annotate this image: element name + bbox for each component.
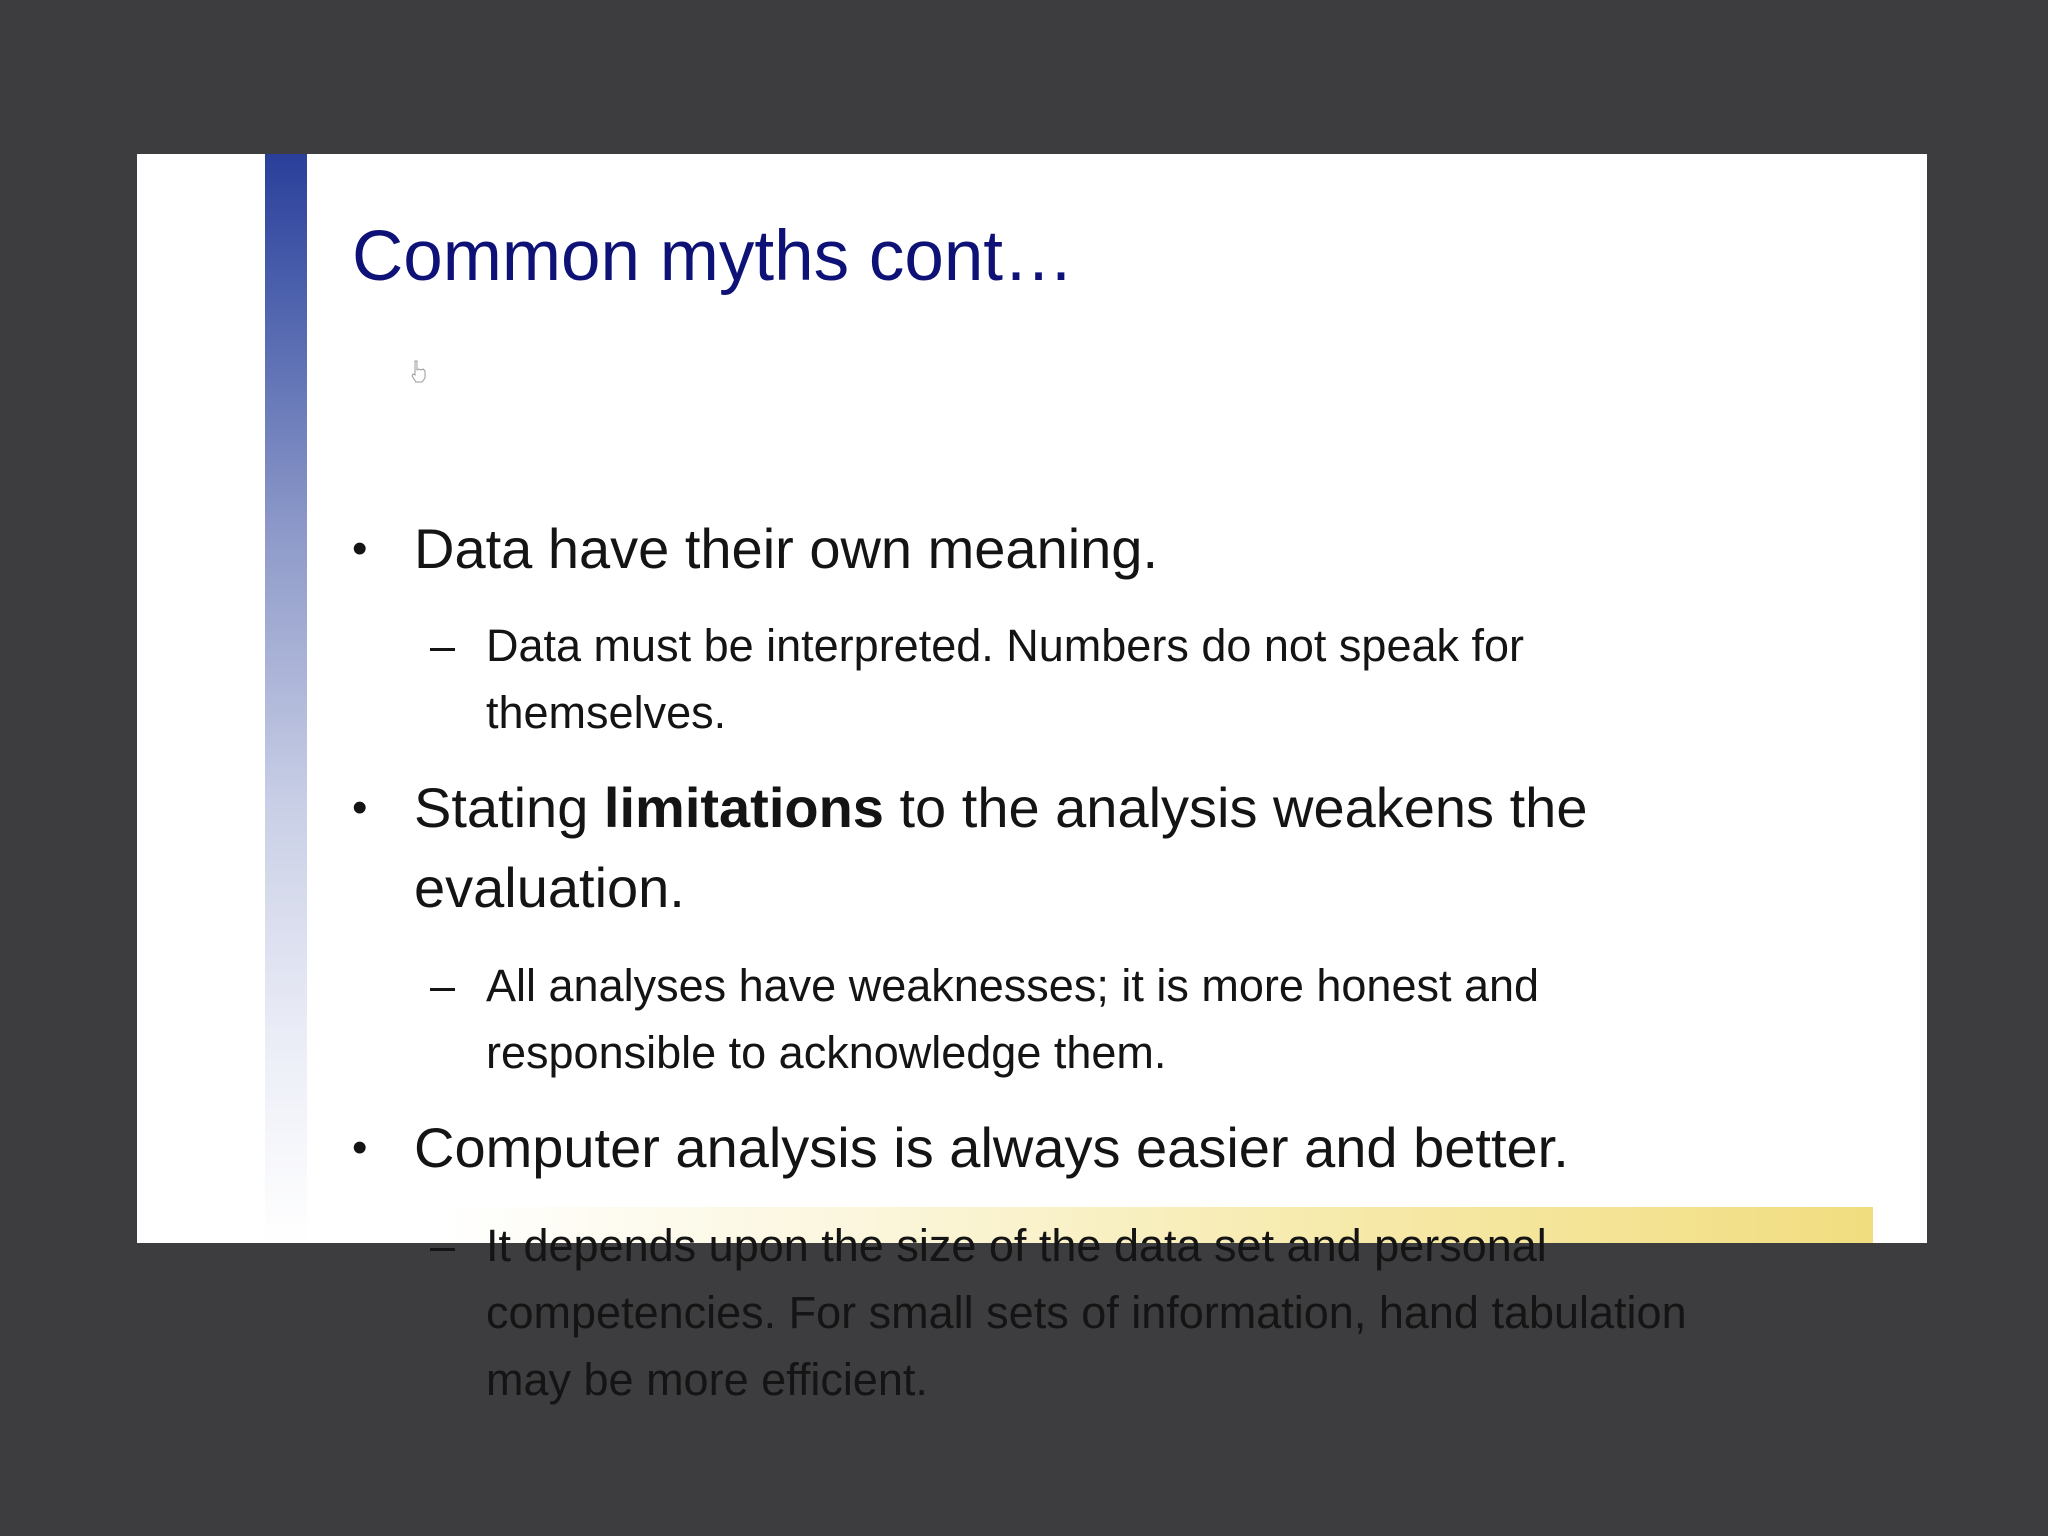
slide[interactable] — [137, 154, 1927, 1405]
bullet-dot-icon: • — [352, 783, 368, 832]
sub-bullet-dash-icon: – — [430, 960, 456, 1011]
sub-bullet-text: It depends upon the size of the data set and personal competencies. For small sets of information, hand tabulation may be more efficient. — [486, 1220, 1687, 1405]
slide-accent-bar — [265, 154, 307, 1243]
slide-title: Common myths cont… — [352, 217, 1075, 296]
bullet-dot-icon: • — [352, 1123, 368, 1172]
bullet-text: Stating limitations to the analysis weakens the evaluation. — [414, 776, 1588, 919]
hand-cursor-icon — [410, 359, 428, 383]
bullet-text: Computer analysis is always easier and better. — [414, 1116, 1569, 1179]
bullet-text: Data have their own meaning. — [414, 517, 1158, 580]
sub-bullet-dash-icon: – — [430, 620, 456, 671]
sub-bullet-text: Data must be interpreted. Numbers do not speak for themselves. — [486, 620, 1525, 738]
sub-bullet-dash-icon: – — [430, 1220, 456, 1271]
sub-bullet-text: All analyses have weaknesses; it is more honest and responsible to acknowledge them. — [486, 960, 1540, 1078]
bullet-dot-icon: • — [352, 524, 368, 573]
